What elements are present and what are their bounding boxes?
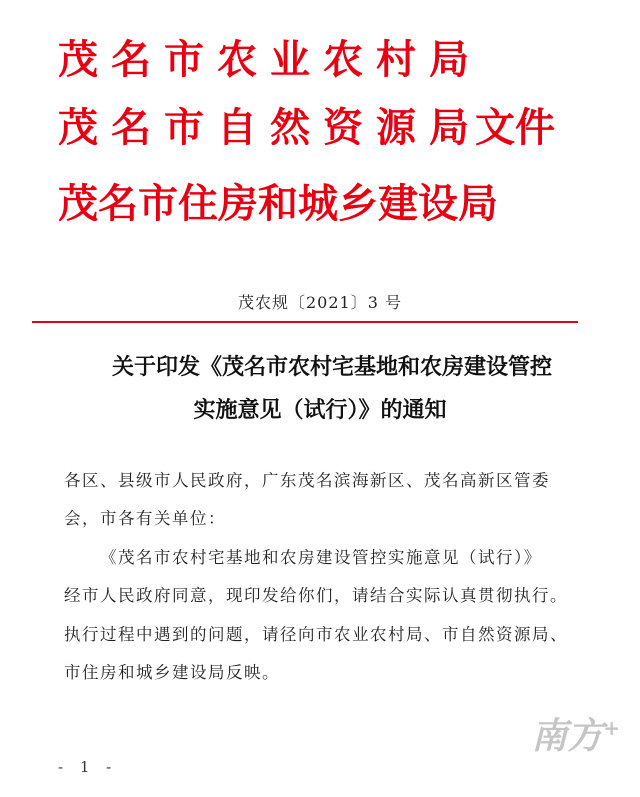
issuer-housing-construction-bureau: 茂名市住房和城乡建设局 bbox=[58, 181, 498, 227]
body-paragraph-line4: 市住房和城乡建设局反映。 bbox=[64, 663, 280, 682]
red-masthead bbox=[0, 0, 640, 240]
document-number: 茂农规〔2021〕3 号 bbox=[238, 293, 402, 312]
watermark-plus: + bbox=[603, 716, 620, 740]
recipients-line2: 会，市各有关单位： bbox=[64, 509, 226, 528]
document-title-line1: 关于印发《茂名市农村宅基地和农房建设管控 bbox=[111, 354, 552, 380]
body-paragraph-line1: 《茂名市农村宅基地和农房建设管控实施意见（试行）》 bbox=[100, 548, 542, 567]
body-paragraph-line3: 执行过程中遇到的问题，请径向市农业农村局、市自然资源局、 bbox=[64, 625, 568, 644]
red-divider-line bbox=[32, 321, 578, 323]
nanfang-watermark-logo bbox=[531, 708, 620, 759]
masthead-document-word: 文件 bbox=[475, 105, 555, 151]
watermark-text: 南方 bbox=[531, 716, 604, 757]
body-paragraph-line2: 经市人民政府同意，现印发给你们，请结合实际认真贯彻执行。 bbox=[64, 586, 568, 605]
document-title-line2: 实施意见（试行）》的通知 bbox=[193, 397, 447, 423]
page-number: - 1 - bbox=[58, 758, 118, 776]
issuer-natural-resources-bureau: 茂名市自然资源局 bbox=[58, 105, 482, 151]
recipients-line1: 各区、县级市人民政府，广东茂名滨海新区、茂名高新区管委 bbox=[64, 471, 550, 490]
issuer-agriculture-bureau: 茂名市农业农村局 bbox=[58, 37, 482, 83]
